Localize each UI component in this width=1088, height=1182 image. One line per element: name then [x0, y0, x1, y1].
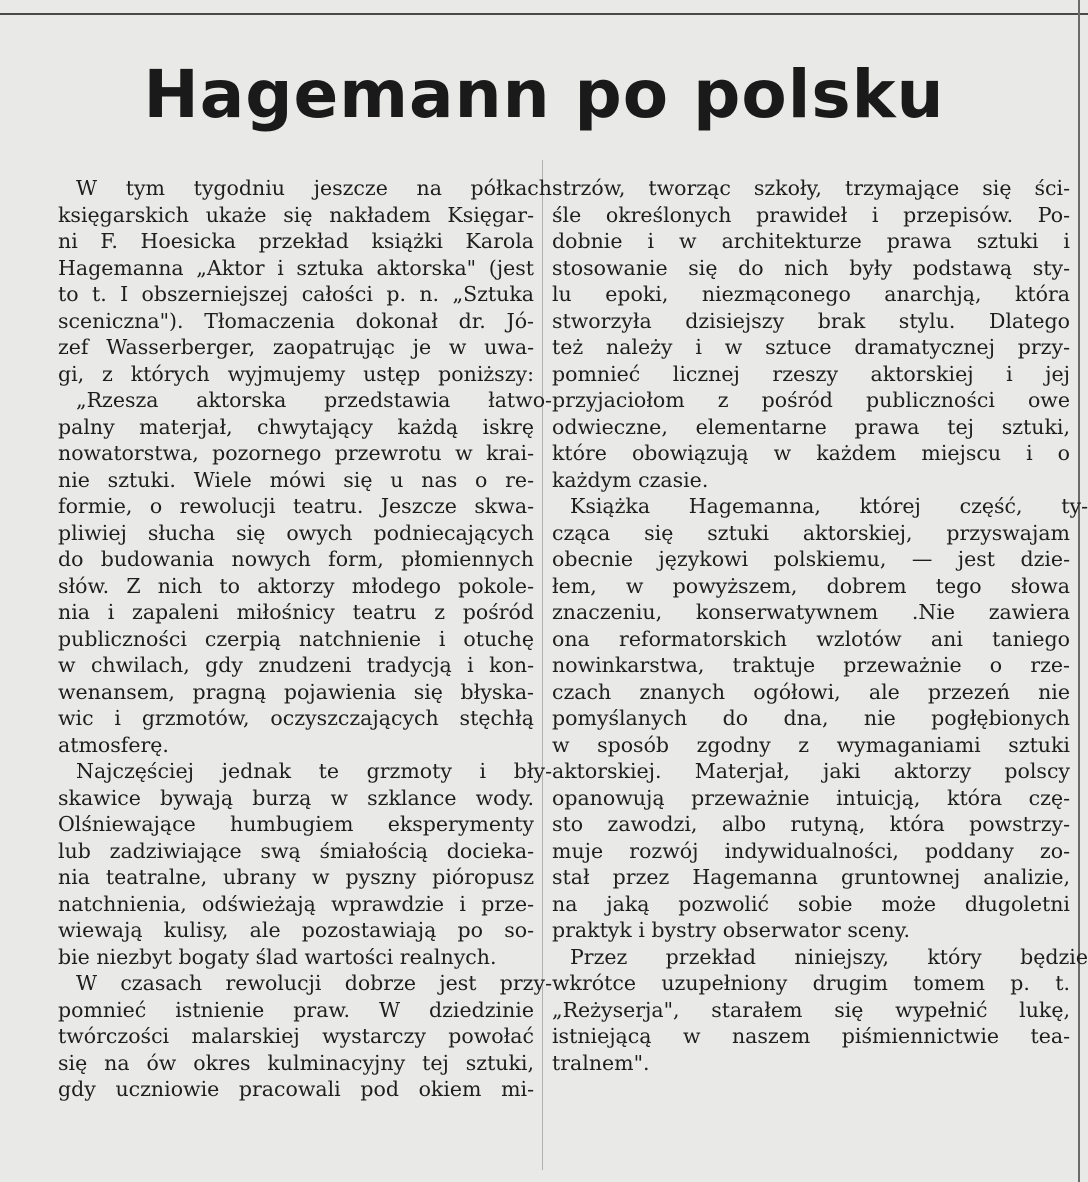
text-line: nowatorstwa, pozornego przewrotu w krai-	[58, 441, 534, 465]
text-line: atmosferę.	[58, 732, 169, 757]
text-line: tralnem".	[552, 1050, 650, 1075]
text-line: gi, z których wyjmujemy ustęp poniższy:	[58, 361, 534, 386]
text-line: księgarskich ukaże się nakładem Księgar-	[58, 202, 534, 227]
text-line: śle określonych prawideł i przepisów. Po-	[552, 202, 1070, 227]
text-line: pomnieć istnienie praw. W dziedzinie	[58, 997, 534, 1022]
text-line: Olśniewające humbugiem eksperymenty	[58, 812, 534, 836]
top-rule	[0, 13, 1088, 15]
text-line: obecnie językowi polskiemu, — jest dzie-	[552, 547, 1070, 571]
text-line: publiczności czerpią natchnienie i otuchę	[58, 626, 534, 651]
text-line: czach znanych ogółowi, ale przezeń nie	[552, 679, 1070, 704]
text-line: pomnieć licznej rzeszy aktorskiej i jej	[552, 361, 1070, 386]
text-line: W czasach rewolucji dobrze jest przy-	[76, 971, 552, 995]
text-line: stał przez Hagemanna gruntownej analizie,	[552, 865, 1070, 889]
right-column	[552, 175, 1088, 1076]
text-line: istniejącą w naszem piśmiennictwie tea-	[552, 1024, 1070, 1048]
text-line: to t. I obszerniejszej całości p. n. „Sztuka	[58, 282, 534, 306]
text-line: formie, o rewolucji teatru. Jeszcze skwa-	[58, 494, 534, 518]
text-line: pliwiej słucha się owych podniecających	[58, 520, 534, 545]
text-line: się na ów okres kulminacyjny tej sztuki,	[58, 1050, 534, 1075]
text-line: sceniczna"). Tłomaczenia dokonał dr. Jó-	[58, 308, 534, 333]
text-line: muje rozwój indywidualności, poddany zo-	[552, 838, 1070, 863]
left-column	[58, 175, 552, 1103]
text-line: Najczęściej jednak te grzmoty i bły-	[76, 759, 552, 783]
text-line: gdy uczniowie pracowali pod okiem mi-	[58, 1077, 534, 1101]
text-line: „Rzesza aktorska przedstawia łatwo-	[76, 388, 552, 412]
text-line: wenansem, pragną pojawienia się błyska-	[58, 679, 534, 704]
text-line: w chwilach, gdy znudzeni tradycją i kon-	[58, 653, 534, 677]
text-line: twórczości malarskiej wystarczy powołać	[58, 1024, 534, 1048]
column-divider	[542, 160, 543, 1170]
text-line: łem, w powyższem, dobrem tego słowa	[552, 573, 1070, 598]
text-line: lub zadziwiające swą śmiałością docieka-	[58, 838, 534, 863]
text-line: sto zawodzi, albo rutyną, która powstrzy-	[552, 812, 1070, 836]
text-line: stworzyła dzisiejszy brak stylu. Dlatego	[552, 308, 1070, 333]
text-line: zef Wasserberger, zaopatrując je w uwa-	[58, 335, 534, 359]
text-line: aktorskiej. Materjał, jaki aktorzy polscy	[552, 759, 1070, 783]
text-line: stosowanie się do nich były podstawą sty-	[552, 255, 1070, 280]
text-line: lu epoki, niezmąconego anarchją, która	[552, 282, 1070, 306]
text-line: przyjaciołom z pośród publiczności owe	[552, 388, 1070, 412]
text-line: które obowiązują w każdem miejscu i o	[552, 441, 1070, 465]
text-line: nia teatralne, ubrany w pyszny pióropusz	[58, 865, 534, 889]
article-title: Hagemann po polsku	[143, 56, 945, 133]
text-line: W tym tygodniu jeszcze na półkach	[76, 176, 552, 200]
text-line: ni F. Hoesicka przekład książki Karola	[58, 229, 534, 253]
text-line: w sposób zgodny z wymaganiami sztuki	[552, 732, 1070, 757]
text-line: też należy i w sztuce dramatycznej przy-	[552, 335, 1070, 359]
text-line: Hagemanna „Aktor i sztuka aktorska" (jest	[58, 255, 534, 280]
text-line: Książka Hagemanna, której część, ty-	[570, 494, 1088, 518]
text-line: praktyk i bystry obserwator sceny.	[552, 918, 911, 942]
text-line: wkrótce uzupełniony drugim tomem p. t.	[552, 971, 1070, 995]
text-line: cząca się sztuki aktorskiej, przyswajam	[552, 520, 1070, 545]
text-line: nowinkarstwa, traktuje przeważnie o rze-	[552, 653, 1070, 677]
text-line: nia i zapaleni miłośnicy teatru z pośród	[58, 600, 534, 624]
text-line: skawice bywają burzą w szklance wody.	[58, 785, 534, 810]
text-line: nie sztuki. Wiele mówi się u nas o re-	[58, 467, 534, 492]
text-line: znaczeniu, konserwatywnem .Nie zawiera	[552, 600, 1070, 624]
text-line: wic i grzmotów, oczyszczających stęchłą	[58, 706, 534, 730]
text-line: opanowują przeważnie intuicją, która czę-	[552, 785, 1070, 810]
text-line: „Reżyserja", starałem się wypełnić lukę,	[552, 997, 1070, 1022]
text-line: dobnie i w architekturze prawa sztuki i	[552, 229, 1070, 253]
text-line: palny materjał, chwytający każdą iskrę	[58, 414, 534, 439]
text-line: natchnienia, odświeżają wprawdzie i prze-	[58, 891, 534, 916]
text-line: słów. Z nich to aktorzy młodego pokole-	[58, 573, 534, 598]
text-line: pomyślanych do dna, nie pogłębionych	[552, 706, 1070, 730]
text-line: na jaką pozwolić sobie może długoletni	[552, 891, 1070, 916]
text-line: strzów, tworząc szkoły, trzymające się ści-	[552, 176, 1070, 200]
text-line: odwieczne, elementarne prawa tej sztuki,	[552, 414, 1070, 439]
page-edge	[1078, 0, 1080, 1182]
text-line: Przez przekład niniejszy, który będzie	[570, 944, 1088, 969]
text-line: każdym czasie.	[552, 467, 709, 492]
text-line: wiewają kulisy, ale pozostawiają po so-	[58, 918, 534, 942]
text-line: ona reformatorskich wzlotów ani taniego	[552, 626, 1070, 651]
text-line: do budowania nowych form, płomiennych	[58, 547, 534, 571]
text-line: bie niezbyt bogaty ślad wartości realnych.	[58, 944, 497, 969]
